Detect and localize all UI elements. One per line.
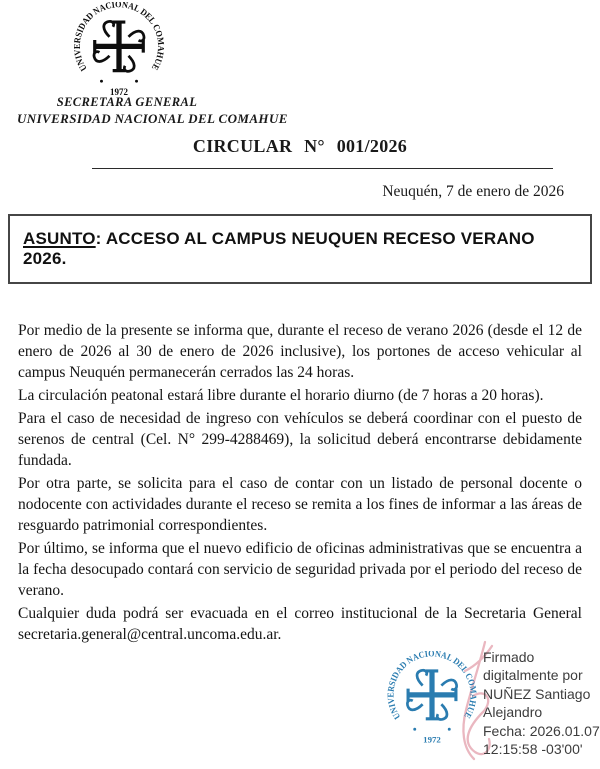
signature-line: Fecha: 2026.01.07 xyxy=(483,722,600,739)
seal-dot-right xyxy=(448,728,451,731)
signature-line: 12:15:58 -03'00' xyxy=(483,741,583,758)
digital-signature-block xyxy=(353,638,600,769)
university-seal-blue-icon xyxy=(380,651,484,745)
body-paragraph: Por otra parte, se solicita para el caso de contar con un listado de personal docente o nodocente con actividades durante el receso se remita a los fines de informar a las áreas de resguardo patrimonial correspondientes. xyxy=(18,475,582,534)
body-paragraph: Por medio de la presente se informa que, durante el receso de verano 2026 (desde el 12 de enero de 2026 al 30 de enero de 2026 inclusive), los portones de acceso vehicular al campus Neuquén permanecerán cerrados las 24 horas. xyxy=(18,322,582,381)
university-seal-icon xyxy=(66,2,172,97)
seal-dot-left xyxy=(413,728,416,731)
org-name-secretariat: SECRETARA GENERAL xyxy=(56,95,198,109)
subject-text: : ACCESO AL CAMPUS NEUQUEN RECESO VERANO 2026. xyxy=(23,229,535,268)
seal-dot-left xyxy=(100,80,103,83)
signature-line: Alejandro xyxy=(483,704,543,721)
signature-line: NUÑEZ Santiago xyxy=(483,685,591,702)
document-title: CIRCULAR N° 001/2026 xyxy=(192,136,408,156)
dateline: Neuquén, 7 de enero de 2026 xyxy=(382,183,564,200)
body-paragraph: Para el caso de necesidad de ingreso con vehículos se deberá coordinar con el puesto de serenos de central (Cel. N° 299-4288469), la solicitud deberá encontrarse debidamente fundada. xyxy=(18,410,582,469)
seal-dot-right xyxy=(135,80,138,83)
title-divider xyxy=(92,168,553,169)
seal-circular-text: UNIVERSIDAD NACIONAL DEL COMAHUE xyxy=(385,651,479,722)
subject-box xyxy=(8,214,592,284)
subject-label: ASUNTO xyxy=(23,229,96,248)
signature-details xyxy=(483,648,600,758)
body-paragraph: Cualquier duda podrá ser evacuada en el correo institucional de la Secretaria General secretaria.general@central.uncoma.edu.ar. xyxy=(18,605,582,643)
signature-line: Firmado xyxy=(483,649,535,665)
org-name-university: UNIVERSIDAD NACIONAL DEL COMAHUE xyxy=(17,111,288,126)
header-org-block xyxy=(0,0,300,127)
seal-year: 1972 xyxy=(423,734,441,745)
seal-emblem xyxy=(407,670,456,719)
body-paragraph: La circulación peatonal estará libre durante el horario diurno (de 7 horas a 20 horas). xyxy=(18,387,544,404)
seal-emblem xyxy=(94,21,144,71)
document-body xyxy=(18,320,582,645)
seal-year: 1972 xyxy=(110,86,128,97)
body-paragraph: Por último, se informa que el nuevo edificio de oficinas administrativas que se encuentra a la fecha desocupado contará con servicio de seguridad privada por el periodo del receso de verano. xyxy=(18,540,582,599)
signature-line: digitalmente por xyxy=(483,667,583,684)
seal-circular-text: UNIVERSIDAD NACIONAL DEL COMAHUE xyxy=(71,2,167,73)
